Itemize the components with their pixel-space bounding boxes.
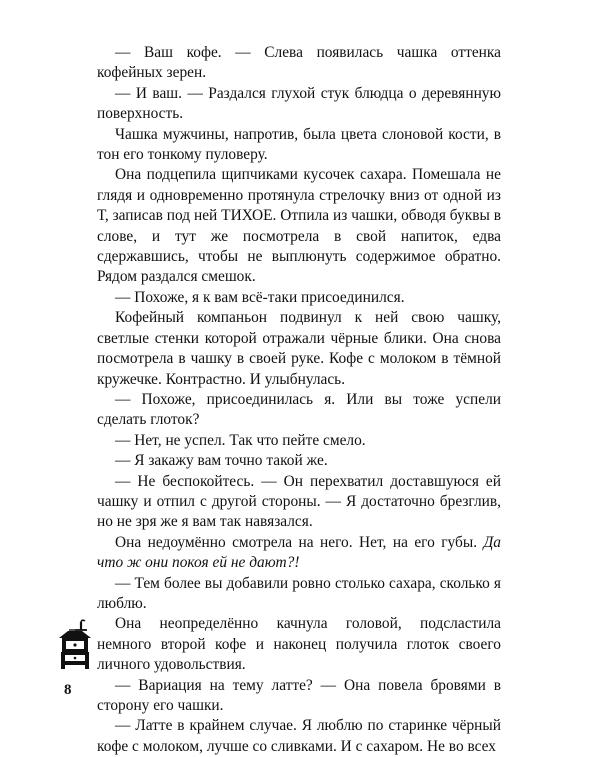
paragraph: — Тем более вы добавили ровно столько сахара, сколько я люблю. (97, 574, 501, 612)
paragraph: — Я закажу вам точно такой же. (115, 452, 328, 470)
paragraph: — Ваш кофе. — Слева появилась чашка оттенка кофейных зерен. (97, 44, 501, 82)
paragraph: Она неопределённо качнула головой, подсластила немного второй кофе и наконец получила глоток своего личного удовольствия. (97, 615, 501, 674)
paragraph: — И ваш. — Раздался глухой стук блюдца о деревянную поверхность. (97, 84, 501, 123)
paragraph: — Похоже, присоединилась я. Или вы тоже успели сделать глоток? (97, 390, 501, 429)
paragraph: Она недоумённо смотрела на него. Нет, на его губы. Да что ж они покоя ей не дают?! (97, 533, 502, 572)
paragraph: Она подцепила щипчиками кусочек сахара. Помешала не глядя и одновременно протянула стрелочку вниз от одной из Т, записав под ней ТИХОЕ. Отпила из чашки, обводя буквы в слове, и тут же посмотрела в свой напиток, едва сдержавшись, чтобы не выплюнуть содержимое обратно. Рядом раздался смешок. (97, 166, 501, 286)
coffee-grinder-icon (55, 618, 95, 672)
paragraph: — Не беспокойтесь. — Он перехватил доставшуюся ей чашку и отпил с другой стороны. — Я достаточно брезглив, но не зря же я вам так навязался. (97, 472, 501, 531)
paragraph: Кофейный компаньон подвинул к ней свою чашку, светлые стенки которой отражали чёрные блики. Она снова посмотрела в чашку в своей руке. Кофе с молоком в тёмной кружечке. Контрастно. И улыбнулась. (97, 309, 501, 388)
paragraph: Чашка мужчины, напротив, была цвета слоновой кости, в тон его тонкому пуловеру. (97, 125, 501, 164)
body-text (97, 43, 501, 757)
paragraph: — Латте в крайнем случае. Я люблю по старинке чёрный кофе с молоком, лучше со сливками. И с сахаром. Не во всех (97, 717, 501, 755)
italic-thought: Да что ж они покоя ей не дают?! (97, 533, 502, 572)
paragraph: — Вариация на тему латте? — Она повела бровями в сторону его чашки. (97, 676, 501, 714)
paragraph: — Нет, не успел. Так что пейте смело. (115, 431, 366, 449)
page-number: 8 (64, 682, 72, 698)
paragraph: — Похоже, я к вам всё-таки присоединился. (115, 288, 405, 306)
